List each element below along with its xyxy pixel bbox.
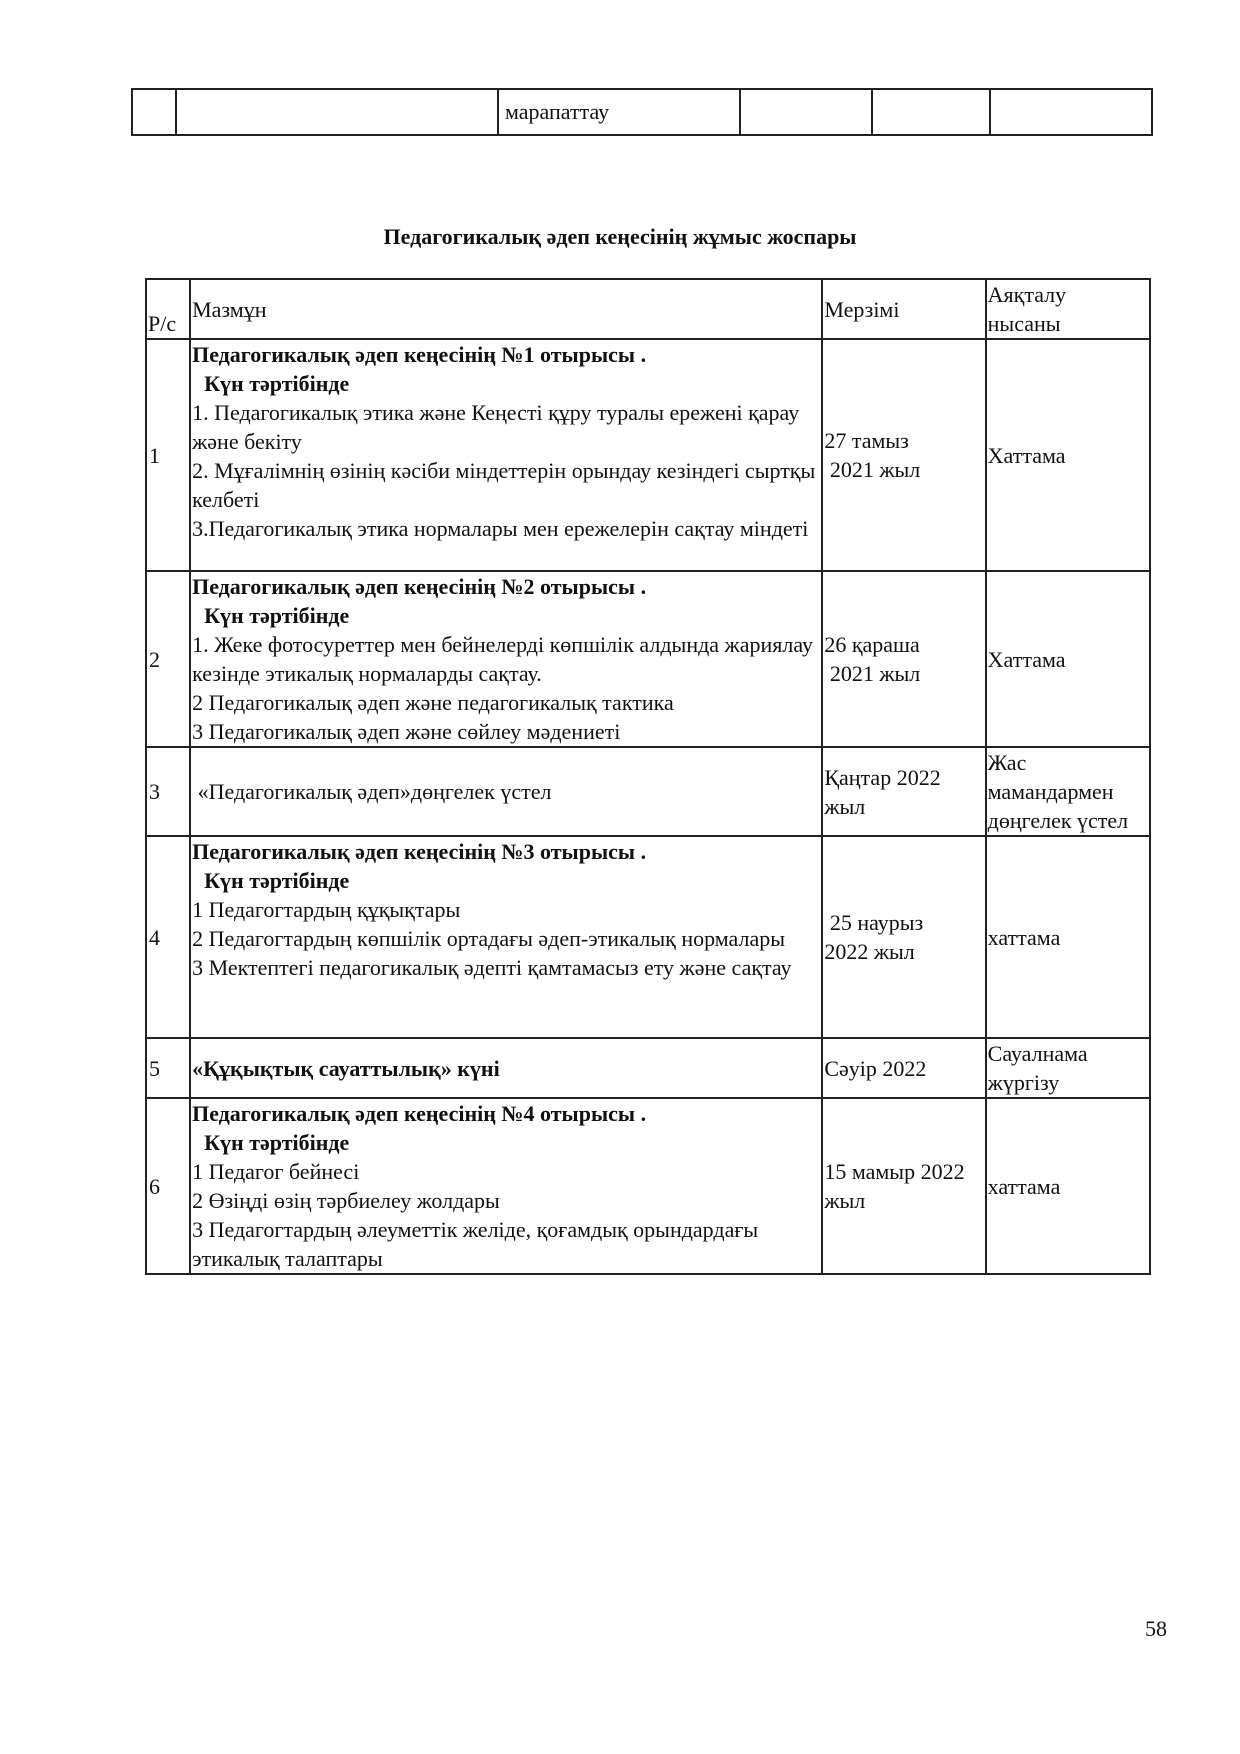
table-row bbox=[146, 339, 1150, 571]
work-plan-table bbox=[145, 278, 1151, 1275]
row-content bbox=[190, 1098, 822, 1274]
row-term: Сәуір 2022 bbox=[822, 1038, 985, 1098]
agenda-item: 2 Педагогтардың көпшілік ортадағы әдеп-этикалық нормалары bbox=[192, 926, 786, 951]
table-row bbox=[146, 747, 1150, 836]
meeting-title: Педагогикалық әдеп кеңесінің №1 отырысы . bbox=[192, 342, 647, 367]
row-number: 3 bbox=[146, 747, 190, 836]
row-term: 15 мамыр 2022 жыл bbox=[822, 1098, 985, 1274]
page-number: 58 bbox=[1145, 1616, 1167, 1641]
table-cell bbox=[990, 89, 1152, 135]
agenda-item: 3.Педагогикалық этика нормалары мен ережелерін сақтау міндеті bbox=[192, 516, 809, 541]
meeting-title: Педагогикалық әдеп кеңесінің №3 отырысы . bbox=[192, 839, 647, 864]
table-cell bbox=[740, 89, 872, 135]
page-title: Педагогикалық әдеп кеңесінің жұмыс жоспары bbox=[383, 224, 857, 249]
table-cell bbox=[132, 89, 176, 135]
row-form: Жас мамандармен дөңгелек үстел bbox=[986, 747, 1150, 836]
table-header-row bbox=[146, 279, 1150, 339]
row-form: хаттама bbox=[986, 836, 1150, 1038]
row-form: хаттама bbox=[986, 1098, 1150, 1274]
cell-text: марапаттау bbox=[505, 99, 610, 124]
row-content bbox=[190, 571, 822, 747]
header-form: Аяқталу нысаны bbox=[986, 279, 1150, 339]
row-content: «Педагогикалық әдеп»дөңгелек үстел bbox=[190, 747, 822, 836]
table-row bbox=[146, 836, 1150, 1038]
agenda-item: 1. Педагогикалық этика және Кеңесті құру туралы ережені қарау және бекіту bbox=[192, 400, 800, 454]
table-row bbox=[146, 1038, 1150, 1098]
agenda-label: Күн тәртібінде bbox=[204, 603, 350, 628]
meeting-title: Педагогикалық әдеп кеңесінің №4 отырысы . bbox=[192, 1101, 647, 1126]
row-content: «Құқықтық сауаттылық» күні bbox=[190, 1038, 822, 1098]
table-row bbox=[146, 571, 1150, 747]
row-term: 27 тамыз 2021 жыл bbox=[822, 339, 985, 571]
table-row bbox=[132, 89, 1152, 135]
header-term: Мерзімі bbox=[822, 279, 985, 339]
meeting-title: Педагогикалық әдеп кеңесінің №2 отырысы . bbox=[192, 574, 647, 599]
table-row bbox=[146, 1098, 1150, 1274]
row-form: Сауалнама жүргізу bbox=[986, 1038, 1150, 1098]
table-cell bbox=[498, 89, 740, 135]
row-term: 25 наурыз 2022 жыл bbox=[822, 836, 985, 1038]
row-number: 2 bbox=[146, 571, 190, 747]
agenda-item: 1 Педагог бейнесі bbox=[192, 1159, 360, 1184]
row-content bbox=[190, 836, 822, 1038]
row-term: Қаңтар 2022 жыл bbox=[822, 747, 985, 836]
agenda-item: 3 Педагогикалық әдеп және сөйлеу мәдениеті bbox=[192, 719, 621, 744]
agenda-item: 1 Педагогтардың құқықтары bbox=[192, 897, 461, 922]
agenda-label: Күн тәртібінде bbox=[204, 1130, 350, 1155]
row-form: Хаттама bbox=[986, 571, 1150, 747]
row-number: 6 bbox=[146, 1098, 190, 1274]
header-content: Мазмұн bbox=[190, 279, 822, 339]
row-form: Хаттама bbox=[986, 339, 1150, 571]
agenda-item: 1. Жеке фотосуреттер мен бейнелерді көпшілік алдында жариялау кезінде этикалық нормаларды сақтау. bbox=[192, 632, 814, 686]
agenda-item: 2. Мұғалімнің өзінің кәсіби міндеттерін орындау кезіндегі сыртқы келбеті bbox=[192, 458, 816, 512]
row-number: 5 bbox=[146, 1038, 190, 1098]
previous-table-fragment bbox=[131, 88, 1153, 136]
row-term: 26 қараша 2021 жыл bbox=[822, 571, 985, 747]
agenda-label: Күн тәртібінде bbox=[204, 371, 350, 396]
row-content bbox=[190, 339, 822, 571]
table-cell bbox=[872, 89, 990, 135]
row-number: 1 bbox=[146, 339, 190, 571]
table-cell bbox=[176, 89, 498, 135]
agenda-item: 3 Мектептегі педагогикалық әдепті қамтамасыз ету және сақтау bbox=[192, 955, 792, 980]
agenda-item: 2 Өзіңді өзің тәрбиелеу жолдары bbox=[192, 1188, 500, 1213]
agenda-label: Күн тәртібінде bbox=[204, 868, 350, 893]
agenda-item: 2 Педагогикалық әдеп және педагогикалық тактика bbox=[192, 690, 674, 715]
header-num: Р/с bbox=[146, 279, 190, 339]
agenda-item: 3 Педагогтардың әлеуметтік желіде, қоғамдық орындардағы этикалық талаптары bbox=[192, 1217, 759, 1271]
row-number: 4 bbox=[146, 836, 190, 1038]
